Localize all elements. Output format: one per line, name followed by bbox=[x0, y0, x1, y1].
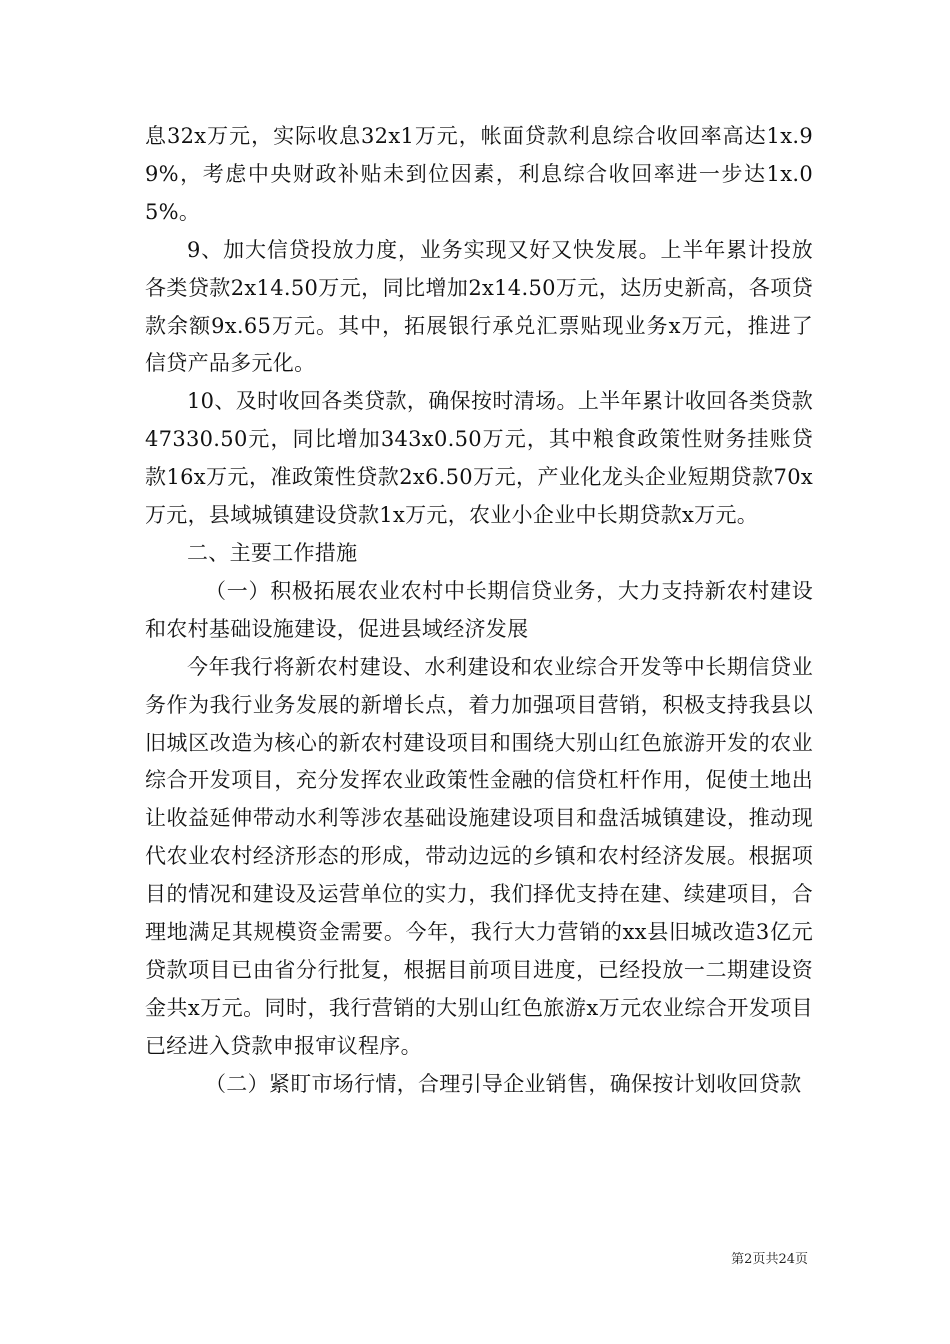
paragraph-loan-recovery: 10、及时收回各类贷款，确保按时清场。上半年累计收回各类贷款47330.50元，同比增加343x0.50万元，其中粮食政策性财务挂账贷款16x万元，准政策性贷款2x6.50万元，产业化龙头企业短期贷款70x万元，县域城镇建设贷款1x万元，农业小企业中长期贷款x万元。 bbox=[145, 389, 813, 528]
subheading-market-sales: （二）紧盯市场行情，合理引导企业销售，确保按计划收回贷款 bbox=[205, 1071, 802, 1096]
subheading-long-term-credit: （一）积极拓展农业农村中长期信贷业务，大力支持新农村建设和农村基础设施建设，促进县域经济发展 bbox=[145, 578, 813, 641]
paragraph-interest-recovery: 息32x万元，实际收息32x1万元，帐面贷款利息综合收回率高达1x.99%，考虑中央财政补贴未到位因素，利息综合收回率进一步达1x.05%。 bbox=[145, 124, 813, 224]
page-number: 第2页共24页 bbox=[731, 1252, 808, 1267]
document-body bbox=[145, 118, 813, 1104]
paragraph-long-term-credit-detail: 今年我行将新农村建设、水利建设和农业综合开发等中长期信贷业务作为我行业务发展的新增长点，着力加强项目营销，积极支持我县以旧城区改造为核心的新农村建设项目和围绕大别山红色旅游开发的农业综合开发项目，充分发挥农业政策性金融的信贷杠杆作用，促使土地出让收益延伸带动水利等涉农基础设施建设项目和盘活城镇建设，推动现代农业农村经济形态的形成，带动边远的乡镇和农村经济发展。根据项目的情况和建设及运营单位的实力，我们择优支持在建、续建项目，合理地满足其规模资金需要。今年，我行大力营销的xx县旧城改造3亿元贷款项目已由省分行批复，根据目前项目进度，已经投放一二期建设资金共x万元。同时，我行营销的大别山红色旅游x万元农业综合开发项目已经进入贷款申报审议程序。 bbox=[145, 654, 813, 1058]
paragraph-credit-issuance: 9、加大信贷投放力度，业务实现又好又快发展。上半年累计投放各类贷款2x14.50万元，同比增加2x14.50万元，达历史新高，各项贷款余额9x.65万元。其中，拓展银行承兑汇票贴现业务x万元，推进了信贷产品多元化。 bbox=[145, 237, 813, 376]
section-heading-main-measures: 二、主要工作措施 bbox=[187, 540, 358, 565]
